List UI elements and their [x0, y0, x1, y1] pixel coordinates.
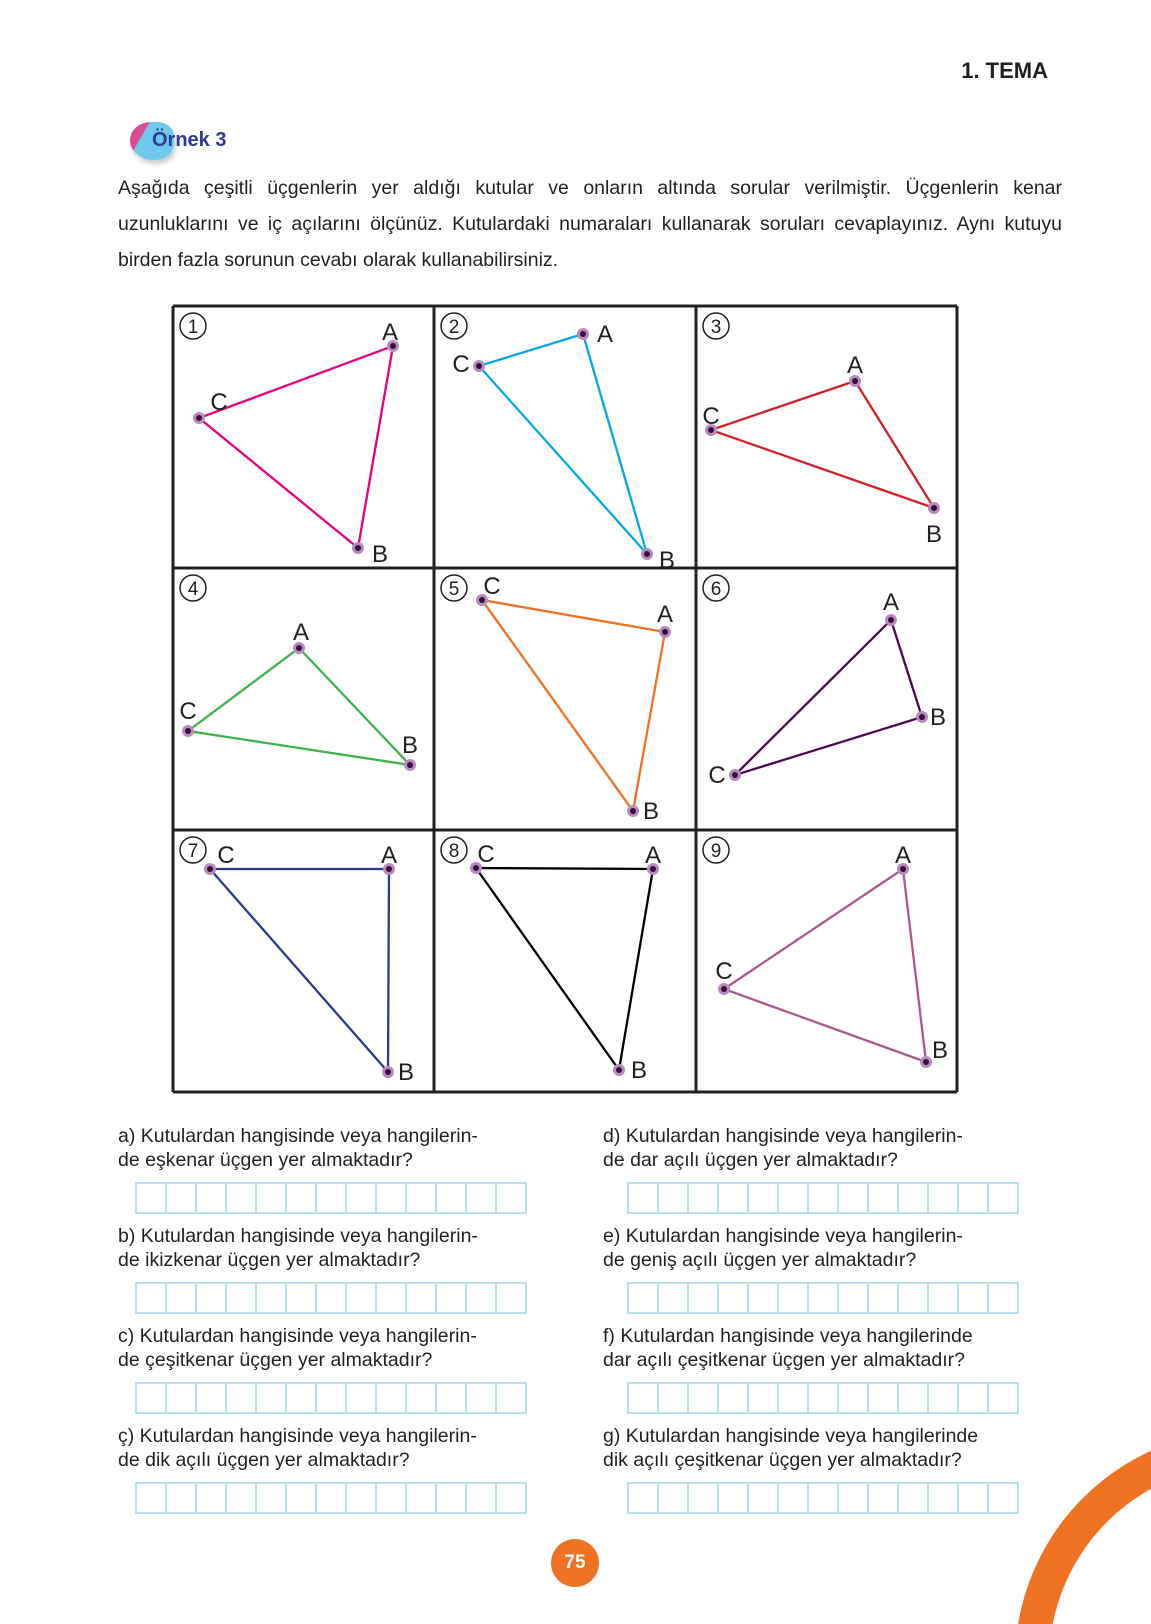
vertex-label-B: B [925, 521, 943, 548]
answer-cell[interactable] [407, 1384, 437, 1412]
answer-cell[interactable] [629, 1184, 659, 1212]
answer-cell[interactable] [257, 1384, 287, 1412]
box-number: 8 [448, 841, 460, 862]
question-text: c) Kutulardan hangisinde veya hangilerin- [118, 1325, 477, 1347]
answer-cell[interactable] [497, 1184, 525, 1212]
answer-cell[interactable] [317, 1384, 347, 1412]
answer-cell[interactable] [869, 1384, 899, 1412]
theme-heading: 1. TEMA [961, 58, 1048, 83]
answer-cell[interactable] [437, 1384, 467, 1412]
answer-cell[interactable] [809, 1184, 839, 1212]
question-3 [118, 1424, 548, 1472]
triangle-1 [199, 346, 393, 548]
answer-cell[interactable] [287, 1284, 317, 1312]
answer-cell[interactable] [437, 1184, 467, 1212]
question-text: de geniş açılı üçgen yer almaktadır? [603, 1249, 917, 1271]
vertex-point-center [721, 986, 727, 992]
answer-cell[interactable] [167, 1484, 197, 1512]
vertex-label-B: B [658, 547, 676, 574]
triangle-8 [476, 868, 653, 1070]
answer-cell[interactable] [839, 1484, 869, 1512]
question-5 [603, 1224, 1033, 1272]
answer-cell[interactable] [659, 1184, 689, 1212]
vertex-label-C: C [715, 958, 733, 985]
answer-cell[interactable] [719, 1284, 749, 1312]
vertex-label-C: C [477, 841, 495, 868]
vertex-label-B: B [642, 798, 660, 825]
answer-boxes[interactable] [135, 1382, 527, 1414]
question-text: de çeşitkenar üçgen yer almaktadır? [118, 1349, 433, 1371]
answer-cell[interactable] [839, 1184, 869, 1212]
answer-cell[interactable] [287, 1484, 317, 1512]
vertex-point-center [185, 728, 191, 734]
answer-cell[interactable] [257, 1184, 287, 1212]
answer-cell[interactable] [347, 1284, 377, 1312]
answer-cell[interactable] [929, 1184, 959, 1212]
vertex-point-center [355, 545, 361, 551]
answer-boxes[interactable] [135, 1482, 527, 1514]
answer-cell[interactable] [749, 1384, 779, 1412]
triangle-7 [210, 869, 389, 1072]
answer-cell[interactable] [377, 1384, 407, 1412]
answer-cell[interactable] [347, 1384, 377, 1412]
answer-cell[interactable] [869, 1184, 899, 1212]
vertex-label-A: A [380, 842, 398, 869]
answer-cell[interactable] [809, 1384, 839, 1412]
question-text: dar açılı çeşitkenar üçgen yer almaktadır? [603, 1349, 966, 1371]
answer-cell[interactable] [347, 1184, 377, 1212]
answer-cell[interactable] [467, 1284, 497, 1312]
vertex-point-center [931, 505, 937, 511]
decorative-arc [1018, 1451, 1151, 1624]
answer-cell[interactable] [137, 1284, 167, 1312]
answer-cell[interactable] [437, 1484, 467, 1512]
question-0 [118, 1124, 548, 1172]
question-text: de eşkenar üçgen yer almaktadır? [118, 1149, 413, 1171]
answer-cell[interactable] [809, 1284, 839, 1312]
answer-boxes[interactable] [135, 1282, 527, 1314]
box-number: 1 [187, 317, 199, 338]
answer-cell[interactable] [899, 1384, 929, 1412]
answer-cell[interactable] [989, 1184, 1017, 1212]
vertex-label-C: C [708, 762, 726, 789]
question-text: dik açılı çeşitkenar üçgen yer almaktadır? [603, 1449, 962, 1471]
answer-cell[interactable] [167, 1384, 197, 1412]
vertex-label-C: C [179, 698, 197, 725]
answer-cell[interactable] [989, 1284, 1017, 1312]
answer-cell[interactable] [929, 1384, 959, 1412]
answer-cell[interactable] [437, 1284, 467, 1312]
answer-cell[interactable] [689, 1184, 719, 1212]
answer-boxes[interactable] [627, 1282, 1019, 1314]
answer-cell[interactable] [839, 1384, 869, 1412]
answer-cell[interactable] [377, 1484, 407, 1512]
vertex-point-center [919, 714, 925, 720]
answer-cell[interactable] [497, 1284, 525, 1312]
triangle-4 [188, 648, 410, 765]
box-number: 9 [710, 841, 722, 862]
answer-cell[interactable] [317, 1184, 347, 1212]
vertex-label-A: A [292, 619, 310, 646]
vertex-point-center [923, 1059, 929, 1065]
answer-cell[interactable] [137, 1384, 167, 1412]
answer-cell[interactable] [167, 1184, 197, 1212]
answer-cell[interactable] [719, 1484, 749, 1512]
triangle-5 [482, 600, 665, 811]
vertex-label-B: B [929, 704, 947, 731]
answer-cell[interactable] [809, 1484, 839, 1512]
triangle-9 [724, 869, 926, 1062]
vertex-label-B: B [397, 1059, 415, 1086]
answer-cell[interactable] [689, 1484, 719, 1512]
answer-cell[interactable] [497, 1484, 525, 1512]
vertex-point-center [644, 551, 650, 557]
triangle-6 [735, 620, 922, 775]
answer-boxes[interactable] [627, 1382, 1019, 1414]
vertex-label-C: C [483, 573, 501, 600]
question-text: de dik açılı üçgen yer almaktadır? [118, 1449, 410, 1471]
answer-cell[interactable] [869, 1284, 899, 1312]
intro-paragraph: Aşağıda çeşitli üçgenlerin yer aldığı kutular ve onların altında sorular verilmiştir. Üçgenlerin kenar uzunluklarını ve iç açılarını ölçünüz. Kutulardaki numaraları kullanarak soruları cevaplayınız. Aynı kutuyu birden fazla sorunun cevabı olarak kullanabilirsiniz. [118, 177, 1062, 271]
vertex-point-center [385, 1069, 391, 1075]
answer-cell[interactable] [257, 1484, 287, 1512]
answer-boxes[interactable] [135, 1182, 527, 1214]
vertex-point-center [196, 415, 202, 421]
answer-cell[interactable] [959, 1384, 989, 1412]
vertex-label-A: A [894, 842, 912, 869]
vertex-label-C: C [217, 842, 235, 869]
answer-cell[interactable] [839, 1284, 869, 1312]
question-6 [603, 1324, 1033, 1372]
answer-cell[interactable] [467, 1184, 497, 1212]
answer-cell[interactable] [197, 1484, 227, 1512]
vertex-label-A: A [596, 321, 614, 348]
answer-cell[interactable] [227, 1484, 257, 1512]
answer-cell[interactable] [197, 1284, 227, 1312]
triangle-3 [711, 381, 934, 508]
triangle-2 [479, 334, 647, 554]
answer-cell[interactable] [659, 1284, 689, 1312]
answer-cell[interactable] [227, 1184, 257, 1212]
answer-cell[interactable] [227, 1384, 257, 1412]
vertex-label-B: B [371, 541, 389, 568]
vertex-label-B: B [401, 732, 419, 759]
answer-cell[interactable] [317, 1284, 347, 1312]
question-7 [603, 1424, 1033, 1472]
question-2 [118, 1324, 548, 1372]
vertex-label-A: A [381, 319, 399, 346]
box-number: 5 [448, 579, 460, 600]
answer-cell[interactable] [629, 1284, 659, 1312]
answer-cell[interactable] [497, 1384, 525, 1412]
answer-cell[interactable] [407, 1284, 437, 1312]
question-text: de ikizkenar üçgen yer almaktadır? [118, 1249, 421, 1271]
vertex-point-center [616, 1067, 622, 1073]
answer-cell[interactable] [959, 1484, 989, 1512]
question-text: e) Kutulardan hangisinde veya hangilerin- [603, 1225, 963, 1247]
question-text: a) Kutulardan hangisinde veya hangilerin- [118, 1125, 478, 1147]
answer-cell[interactable] [137, 1184, 167, 1212]
answer-cell[interactable] [749, 1184, 779, 1212]
answer-cell[interactable] [629, 1384, 659, 1412]
answer-cell[interactable] [719, 1384, 749, 1412]
question-text: g) Kutulardan hangisinde veya hangilerinde [603, 1425, 979, 1447]
question-1 [118, 1224, 548, 1272]
answer-cell[interactable] [257, 1284, 287, 1312]
vertex-label-A: A [644, 842, 662, 869]
answer-cell[interactable] [899, 1284, 929, 1312]
answer-cell[interactable] [137, 1484, 167, 1512]
answer-cell[interactable] [377, 1184, 407, 1212]
question-text: ç) Kutulardan hangisinde veya hangilerin- [118, 1425, 477, 1447]
box-number: 4 [187, 579, 199, 600]
answer-cell[interactable] [719, 1184, 749, 1212]
answer-cell[interactable] [377, 1284, 407, 1312]
vertex-point-center [662, 629, 668, 635]
answer-cell[interactable] [197, 1184, 227, 1212]
answer-cell[interactable] [287, 1384, 317, 1412]
answer-cell[interactable] [869, 1484, 899, 1512]
answer-cell[interactable] [959, 1184, 989, 1212]
box-number: 2 [448, 317, 460, 338]
answer-cell[interactable] [989, 1384, 1017, 1412]
answer-cell[interactable] [167, 1284, 197, 1312]
answer-cell[interactable] [929, 1484, 959, 1512]
answer-cell[interactable] [929, 1284, 959, 1312]
answer-cell[interactable] [689, 1284, 719, 1312]
vertex-point-center [732, 772, 738, 778]
answer-boxes[interactable] [627, 1182, 1019, 1214]
question-text: f) Kutulardan hangisinde veya hangilerinde [603, 1325, 973, 1347]
answer-cell[interactable] [899, 1484, 929, 1512]
answer-cell[interactable] [629, 1484, 659, 1512]
answer-cell[interactable] [227, 1284, 257, 1312]
answer-cell[interactable] [197, 1384, 227, 1412]
answer-cell[interactable] [407, 1484, 437, 1512]
answer-cell[interactable] [407, 1184, 437, 1212]
answer-cell[interactable] [989, 1484, 1017, 1512]
answer-cell[interactable] [659, 1484, 689, 1512]
vertex-label-C: C [452, 351, 470, 378]
vertex-label-C: C [210, 389, 228, 416]
vertex-point-center [580, 331, 586, 337]
question-text: b) Kutulardan hangisinde veya hangilerin- [118, 1225, 478, 1247]
vertex-label-B: B [931, 1037, 949, 1064]
answer-cell[interactable] [779, 1484, 809, 1512]
vertex-point-center [476, 363, 482, 369]
vertex-point-center [888, 617, 894, 623]
box-number: 3 [710, 317, 722, 338]
answer-cell[interactable] [467, 1384, 497, 1412]
vertex-point-center [407, 762, 413, 768]
vertex-label-C: C [702, 403, 720, 430]
question-text: de dar açılı üçgen yer almaktadır? [603, 1149, 898, 1171]
answer-cell[interactable] [779, 1384, 809, 1412]
answer-cell[interactable] [779, 1184, 809, 1212]
answer-cell[interactable] [899, 1184, 929, 1212]
answer-cell[interactable] [689, 1384, 719, 1412]
question-text: d) Kutulardan hangisinde veya hangilerin- [603, 1125, 963, 1147]
answer-boxes[interactable] [627, 1482, 1019, 1514]
answer-cell[interactable] [749, 1284, 779, 1312]
answer-cell[interactable] [467, 1484, 497, 1512]
example-title: Örnek 3 [152, 129, 227, 151]
vertex-point-center [630, 808, 636, 814]
answer-cell[interactable] [779, 1284, 809, 1312]
vertex-label-A: A [882, 589, 900, 616]
page-number: 75 [551, 1539, 599, 1587]
box-number: 7 [187, 841, 199, 862]
answer-cell[interactable] [959, 1284, 989, 1312]
box-number: 6 [710, 579, 722, 600]
vertex-label-A: A [656, 601, 674, 628]
answer-cell[interactable] [317, 1484, 347, 1512]
answer-cell[interactable] [287, 1184, 317, 1212]
vertex-point-center [207, 866, 213, 872]
answer-cell[interactable] [749, 1484, 779, 1512]
answer-cell[interactable] [347, 1484, 377, 1512]
question-4 [603, 1124, 1033, 1172]
vertex-label-A: A [846, 352, 864, 379]
answer-cell[interactable] [659, 1384, 689, 1412]
vertex-label-B: B [630, 1057, 648, 1084]
